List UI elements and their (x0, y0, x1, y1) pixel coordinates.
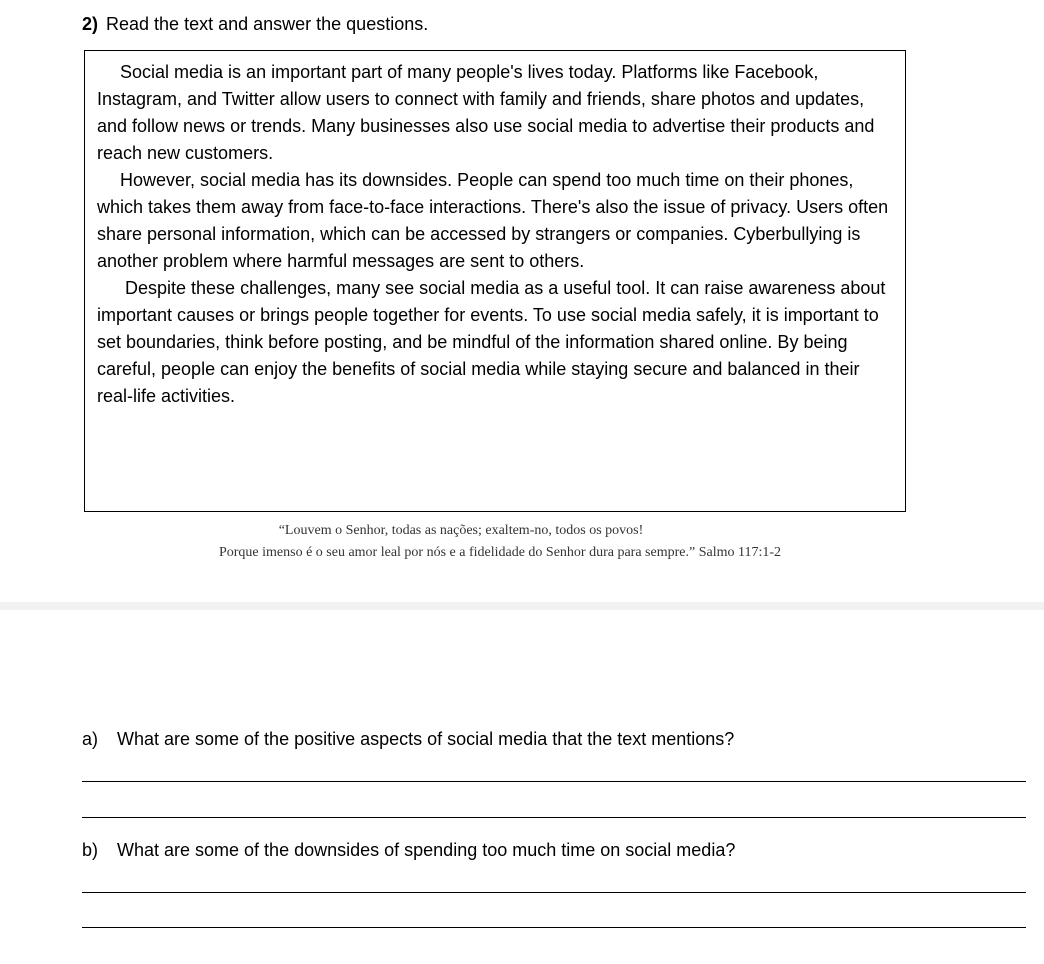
reading-paragraph-1: Social media is an important part of many people's lives today. Platforms like Facebook, Instagram, and Twitter allow users to connect with family and friends, share photos and updates, and follow news or trends. Many businesses also use social media to advertise their products and reach new customers. (97, 62, 875, 163)
verse-line-2: Porque imenso é o seu amor leal por nós e a fidelidade do Senhor dura para sempre.” Salmo 117:1-2 (218, 545, 782, 560)
answer-line-b1[interactable] (82, 892, 1026, 893)
question-a-label: a) (82, 729, 99, 749)
page-separator (0, 602, 1044, 610)
reading-paragraph-3: Despite these challenges, many see social media as a useful tool. It can raise awareness about important causes or brings people together for events. To use social media safely, it is important to set boundaries, think before posting, and be mindful of the information shared online. By being careful, people can enjoy the benefits of social media while staying secure and balanced in their real-life activities. (97, 278, 886, 406)
bible-verse (100, 520, 1000, 564)
reading-text-box (84, 50, 906, 512)
exercise-heading (82, 12, 428, 36)
answer-line-a2[interactable] (82, 817, 1026, 818)
exercise-number: 2) (82, 14, 99, 34)
reading-paragraph-2: However, social media has its downsides. People can spend too much time on their phones, which takes them away from face-to-face interactions. There's also the issue of privacy. Users often share personal information, which can be accessed by strangers or companies. Cyberbullying is another problem where harmful messages are sent to others. (97, 170, 889, 271)
answer-line-b2[interactable] (82, 927, 1026, 928)
question-b-text: What are some of the downsides of spending too much time on social media? (117, 840, 736, 860)
question-b (82, 838, 735, 862)
answer-line-a1[interactable] (82, 781, 1026, 782)
question-a (82, 727, 734, 751)
exercise-instruction: Read the text and answer the questions. (106, 14, 429, 34)
question-b-label: b) (82, 840, 99, 860)
question-a-text: What are some of the positive aspects of social media that the text mentions? (117, 729, 735, 749)
verse-line-1: “Louvem o Senhor, todas as nações; exaltem-no, todos os povos! (278, 523, 644, 538)
